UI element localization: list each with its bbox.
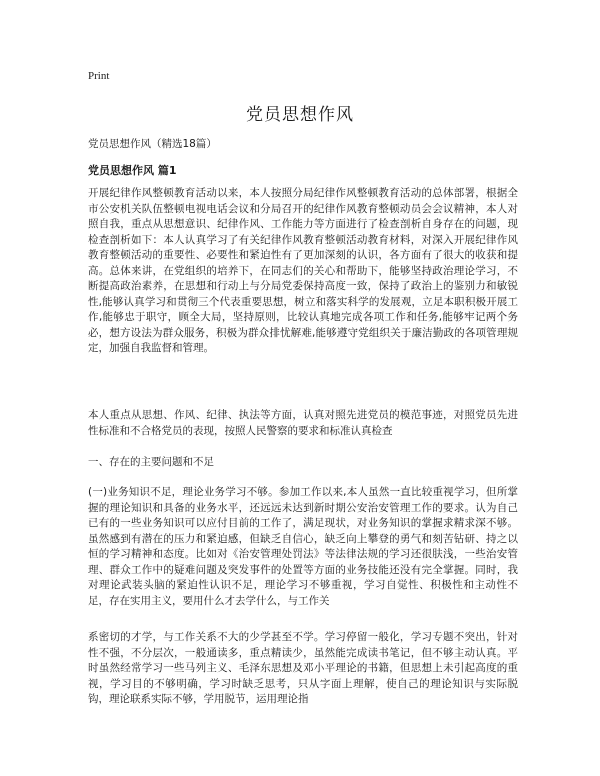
document-subtitle: 党员思想作风（精选18篇） [88, 138, 217, 150]
subsection-heading: 一、存在的主要问题和不足 [88, 456, 214, 468]
body-paragraph: (一)业务知识不足，理论业务学习不够。参加工作以来,本人虽然一直比较重视学习，但所掌握的理论知识和具备的业务水平，还远远未达到新时期公安治安管理工作的要求。认为自己已有的一些业务知识可以应付目前的工作了，满足现状，对业务知识的掌握求精求深不够。虽然感到有潜在的压力和紧迫感，但缺乏自信心，缺乏向上攀登的勇气和刻苦钻研、持之以恒的学习精神和态度。比如对《治安管理处罚法》等法律法规的学习还很肤浅，一些治安管理、群众工作中的疑难问题及突发事件的处置等方面的业务技能还没有完全掌握。同时，我对理论武装头脑的紧迫性认识不足，理论学习不够重视，学习自觉性、积极性和主动性不足，存在实用主义，要用什么才去学什么，与工作关 [88, 486, 518, 607]
print-label: Print [88, 70, 110, 82]
body-paragraph: 系密切的才学，与工作关系不大的少学甚至不学。学习停留一般化，学习专题不突出，针对性不强，不分层次，一般通读多，重点精读少，虽然能完成读书笔记，但不够主动认真。平时虽然经常学习一些马列主义、毛泽东思想及邓小平理论的书籍，但思想上未引起高度的重视，学习目的不够明确，学习时缺乏思考，只从字面上理解，使自己的理论知识与实际脱钩，理论联系实际不够，学用脱节，运用理论指 [88, 631, 518, 705]
body-paragraph: 本人重点从思想、作风、纪律、执法等方面，认真对照先进党员的模范事迹，对照党员先进性标准和不合格党员的表现，按照人民警察的要求和标准认真检查 [88, 409, 518, 437]
document-title: 党员思想作风 [246, 105, 354, 125]
section-heading: 党员思想作风 篇1 [88, 164, 177, 177]
body-paragraph: 开展纪律作风整顿教育活动以来，本人按照分局纪律作风整顿教育活动的总体部署，根据全市公安机关队伍整顿电视电话会议和分局召开的纪律作风教育整顿动员会会议精神，本人对照自我，重点从思想意识、纪律作风、工作能力等方面进行了检查剖析自身存在的问题，现检查剖析如下：本人认真学习了有关纪律作风教育整顿活动教育材料，对深入开展纪律作风教育整顿活动的重要性、必要性和紧迫性有了更加深刻的认识，各方面有了很大的收获和提高。总体来讲，在党组织的培养下，在同志们的关心和帮助下，能够坚持政治理论学习，不断提高政治素养，在思想和行动上与分局党委保持高度一致，保持了政治上的鉴别力和敏锐性,能够认真学习和贯彻三个代表重要思想，树立和落实科学的发展观，立足本职积极开展工作,能够忠于职守，顾全大局，坚持原则，比较认真地完成各项工作和任务,能够牢记两个务必，想方设法为群众服务，积极为群众排忧解难,能够遵守党组织关于廉洁勤政的各项管理规定，加强自我监督和管理。 [88, 187, 518, 354]
